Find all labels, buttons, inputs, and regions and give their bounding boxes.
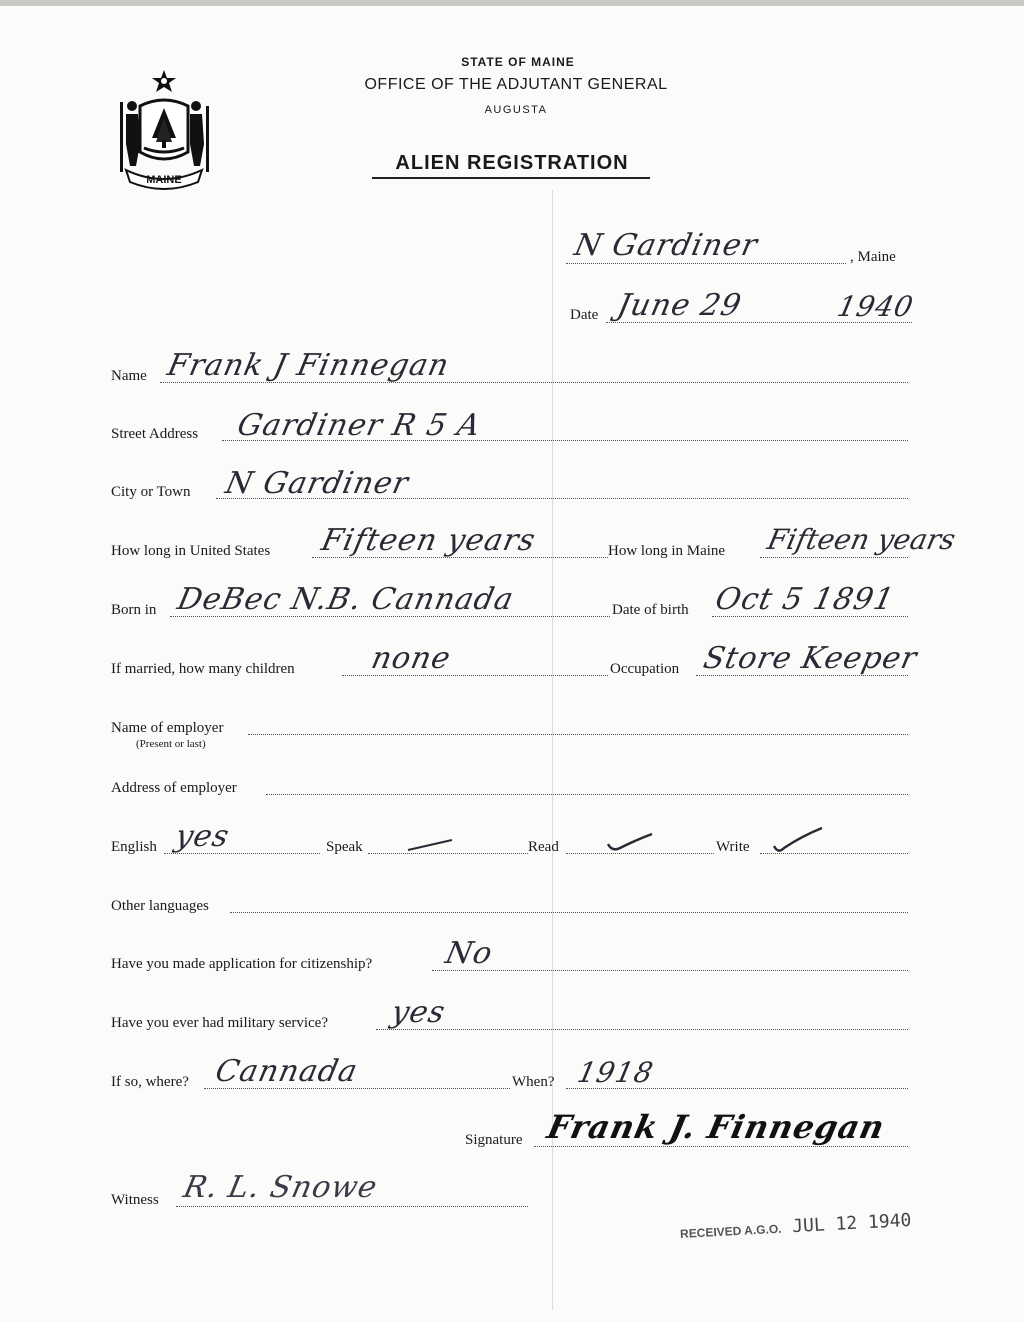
occupation-value: Store Keeper	[700, 641, 921, 676]
received-stamp-label: RECEIVED A.G.O.	[679, 1221, 782, 1241]
witness-line	[176, 1206, 528, 1207]
date-value: June 29	[614, 288, 745, 323]
when-label: When?	[512, 1074, 555, 1090]
how-long-maine-line	[760, 557, 908, 558]
street-value: Gardiner R 5 A	[234, 408, 485, 443]
signature-value: Frank J. Finnegan	[543, 1108, 889, 1146]
employer-sublabel: (Present or last)	[136, 738, 206, 750]
page-edge	[0, 0, 1024, 6]
children-label: If married, how many children	[111, 661, 295, 677]
citizenship-label: Have you made application for citizenship?	[111, 956, 373, 972]
witness-label: Witness	[111, 1192, 159, 1208]
military-line	[376, 1029, 908, 1030]
where-label: If so, where?	[111, 1074, 189, 1090]
how-long-us-value: Fifteen years	[318, 523, 539, 558]
military-value: yes	[388, 995, 449, 1030]
witness-value: R. L. Snowe	[180, 1170, 381, 1205]
name-label: Name	[111, 368, 147, 384]
form-title: ALIEN REGISTRATION	[395, 152, 629, 174]
english-label: English	[111, 839, 157, 855]
read-label: Read	[528, 839, 559, 855]
city-heading: AUGUSTA	[484, 104, 548, 116]
dob-value: Oct 5 1891	[712, 582, 898, 617]
how-long-maine-label: How long in Maine	[608, 543, 726, 559]
how-long-maine-value: Fifteen years	[764, 523, 959, 556]
date-label: Date	[570, 307, 599, 323]
military-label: Have you ever had military service?	[111, 1015, 328, 1031]
write-label: Write	[716, 839, 750, 855]
state-heading: STATE OF MAINE	[461, 55, 575, 69]
signature-label: Signature	[465, 1132, 523, 1148]
dob-label: Date of birth	[612, 602, 689, 618]
other-languages-label: Other languages	[111, 898, 209, 914]
other-languages-line	[230, 912, 908, 913]
employer-address-line	[266, 794, 908, 795]
born-in-value: DeBec N.B. Cannada	[174, 582, 518, 617]
title-underline	[372, 177, 650, 179]
speak-label: Speak	[326, 839, 363, 855]
where-value: Cannada	[212, 1054, 362, 1089]
signature-line	[534, 1146, 908, 1147]
received-stamp	[679, 1210, 911, 1243]
employer-address-label: Address of employer	[111, 780, 237, 796]
citizenship-line	[432, 970, 908, 971]
how-long-us-label: How long in United States	[111, 543, 271, 559]
english-value: yes	[172, 819, 233, 854]
maine-label: , Maine	[850, 249, 896, 265]
city-label: City or Town	[111, 484, 191, 500]
town-value: N Gardiner	[571, 228, 761, 263]
children-value: none	[368, 641, 455, 676]
street-label: Street Address	[111, 426, 199, 442]
occupation-label: Occupation	[610, 661, 680, 677]
employer-label: Name of employer	[111, 720, 224, 736]
name-value: Frank J Finnegan	[164, 348, 453, 383]
office-heading: OFFICE OF THE ADJUTANT GENERAL	[364, 76, 668, 93]
employer-line	[248, 734, 908, 735]
citizenship-value: No	[442, 936, 497, 971]
born-in-label: Born in	[111, 602, 157, 618]
town-line	[566, 263, 846, 264]
city-value: N Gardiner	[222, 466, 412, 501]
write-check-icon	[772, 826, 826, 856]
svg-text:MAINE: MAINE	[146, 174, 182, 186]
when-value: 1918	[574, 1056, 657, 1089]
received-stamp-date: JUL 12 1940	[791, 1209, 912, 1238]
speak-check-icon	[406, 836, 456, 856]
read-check-icon	[606, 830, 656, 856]
date-year-value: 1940	[834, 290, 917, 323]
